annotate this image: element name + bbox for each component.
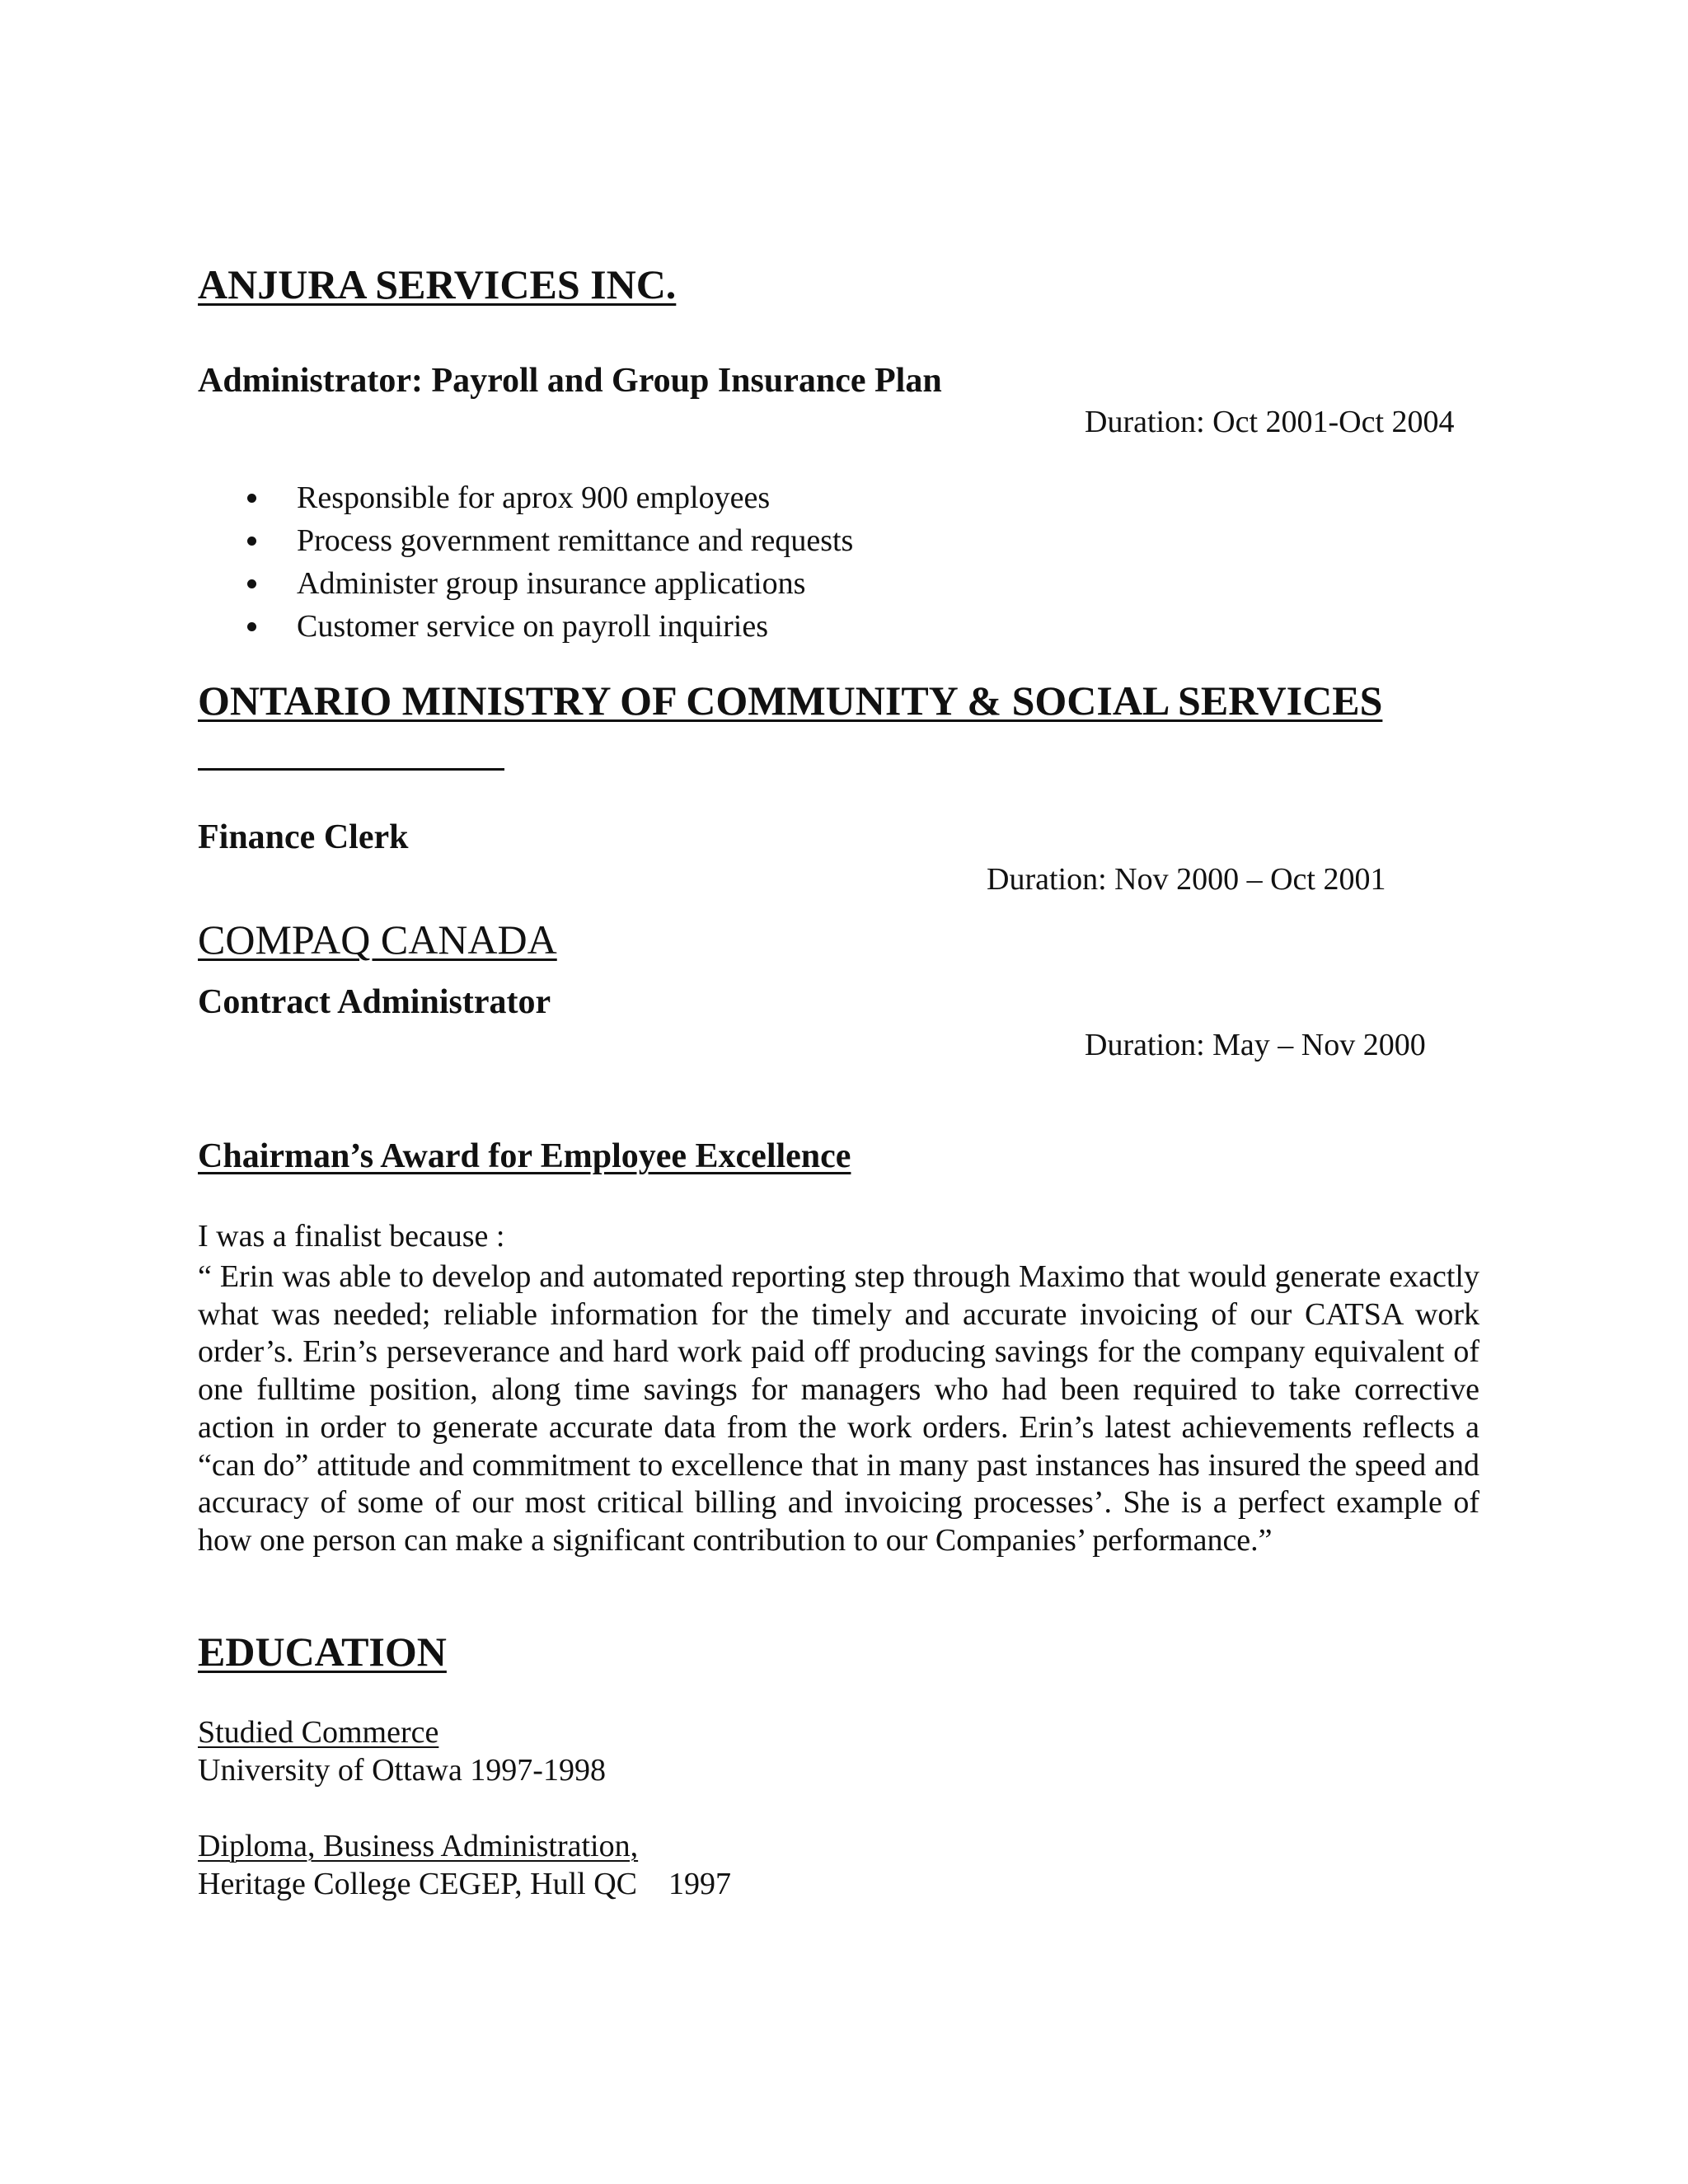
anjura-heading: ANJURA SERVICES INC. (198, 261, 677, 307)
education-school: University of Ottawa 1997-1998 (198, 1753, 606, 1788)
education-school: Heritage College CEGEP, Hull QC 1997 (198, 1867, 731, 1901)
list-item: Administer group insurance applications (198, 562, 853, 605)
compaq-heading: COMPAQ CANADA (198, 916, 557, 963)
award-quote: “ Erin was able to develop and automated reporting step through Maximo that would generate exactly what was needed; reliable information for the timely and accurate invoicing of our CATSA work order’s. Erin’s perseverance and hard work paid off producing savings for the company equivalent of one fulltime position, along time savings for managers who had been required to take corrective action in order to generate accurate data from the work orders. Erin’s latest achievements reflects a “can do” attitude and commitment to excellence that in many past instances has insured the speed and accuracy of some of our most critical billing and invoicing processes’. She is a perfect example of how one person can make a significant contribution to our Companies’ performance.” (198, 1259, 1479, 1558)
bullet-icon (247, 494, 256, 503)
education-program: Diploma, Business Administration, (198, 1829, 639, 1863)
anjura-duties-list (198, 476, 853, 648)
list-item: Responsible for aprox 900 employees (198, 476, 853, 519)
compaq-duration: Duration: May – Nov 2000 (1085, 1028, 1426, 1062)
heading-underline-divider (198, 768, 504, 771)
ontario-duration: Duration: Nov 2000 – Oct 2001 (987, 862, 1386, 897)
education-program: Studied Commerce (198, 1715, 439, 1750)
award-intro: I was a finalist because : (198, 1219, 505, 1254)
ontario-role: Finance Clerk (198, 818, 409, 856)
bullet-icon (247, 537, 256, 546)
ontario-heading: ONTARIO MINISTRY OF COMMUNITY & SOCIAL SERVICES (198, 677, 1383, 724)
list-item: Process government remittance and requests (198, 519, 853, 562)
award-heading: Chairman’s Award for Employee Excellence (198, 1137, 851, 1175)
anjura-role: Administrator: Payroll and Group Insurance Plan (198, 362, 942, 400)
bullet-icon (247, 622, 256, 631)
list-item: Customer service on payroll inquiries (198, 605, 853, 648)
compaq-role: Contract Administrator (198, 983, 551, 1021)
education-heading: EDUCATION (198, 1629, 447, 1675)
bullet-icon (247, 579, 256, 588)
anjura-duration: Duration: Oct 2001-Oct 2004 (1085, 405, 1455, 439)
